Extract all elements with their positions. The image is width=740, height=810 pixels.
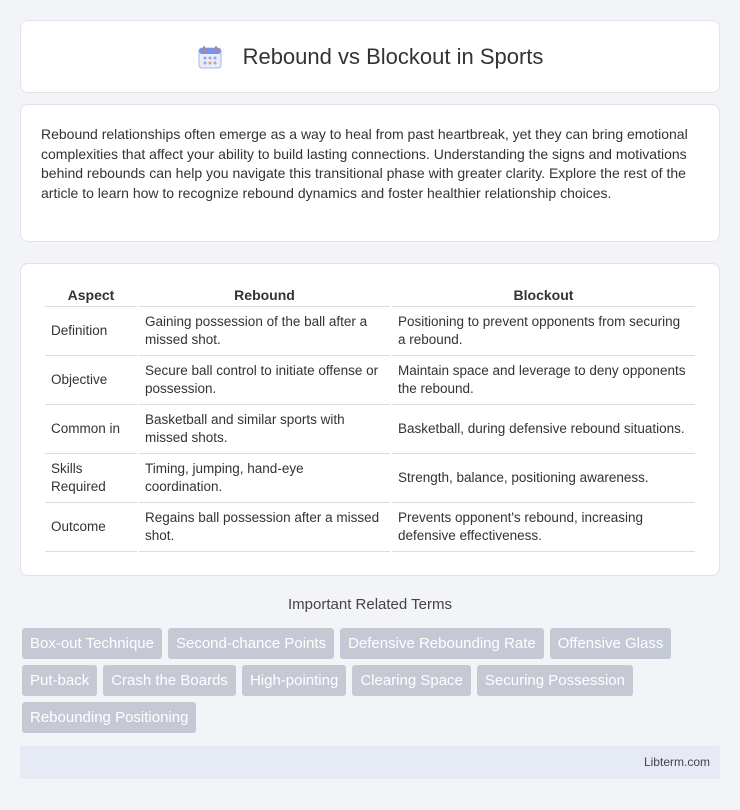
row-aspect: Skills Required bbox=[45, 454, 137, 503]
table-row bbox=[45, 356, 695, 405]
table-row bbox=[45, 454, 695, 503]
row-blockout: Strength, balance, positioning awareness. bbox=[392, 454, 695, 503]
related-terms-title: Important Related Terms bbox=[288, 596, 452, 613]
intro-card bbox=[20, 104, 720, 242]
row-aspect: Common in bbox=[45, 405, 137, 454]
row-rebound: Basketball and similar sports with missed shots. bbox=[139, 405, 390, 454]
row-rebound: Secure ball control to initiate offense or possession. bbox=[139, 356, 390, 405]
title-card bbox=[20, 20, 720, 93]
term-tag[interactable]: Clearing Space bbox=[352, 665, 471, 696]
row-aspect: Definition bbox=[45, 307, 137, 356]
term-tag[interactable]: Box-out Technique bbox=[22, 628, 162, 659]
row-rebound: Regains ball possession after a missed shot. bbox=[139, 503, 390, 552]
row-blockout: Maintain space and leverage to deny opponents the rebound. bbox=[392, 356, 695, 405]
table-row bbox=[45, 307, 695, 356]
intro-text: Rebound relationships often emerge as a way to heal from past heartbreak, yet they can bring emotional complexities that affect your ability to build lasting connections. Understanding the signs and motivations behind rebounds can help you navigate this transitional phase with greater clarity. Explore the rest of the article to learn how to recognize rebound dynamics and foster healthier relationship choices. bbox=[41, 126, 688, 201]
table-header-row bbox=[45, 284, 695, 307]
related-terms-list bbox=[22, 628, 722, 739]
row-rebound: Timing, jumping, hand-eye coordination. bbox=[139, 454, 390, 503]
term-tag[interactable]: Rebounding Positioning bbox=[22, 702, 196, 733]
row-blockout: Positioning to prevent opponents from securing a rebound. bbox=[392, 307, 695, 356]
header-blockout: Blockout bbox=[392, 284, 695, 307]
term-tag[interactable]: Offensive Glass bbox=[550, 628, 672, 659]
table-row bbox=[45, 405, 695, 454]
row-aspect: Outcome bbox=[45, 503, 137, 552]
row-rebound: Gaining possession of the ball after a missed shot. bbox=[139, 307, 390, 356]
row-blockout: Basketball, during defensive rebound situations. bbox=[392, 405, 695, 454]
term-tag[interactable]: Second-chance Points bbox=[168, 628, 334, 659]
term-tag[interactable]: High-pointing bbox=[242, 665, 346, 696]
comparison-card bbox=[20, 263, 720, 576]
row-blockout: Prevents opponent's rebound, increasing defensive effectiveness. bbox=[392, 503, 695, 552]
table-row bbox=[45, 503, 695, 552]
header-rebound: Rebound bbox=[139, 284, 390, 307]
term-tag[interactable]: Crash the Boards bbox=[103, 665, 236, 696]
comparison-table bbox=[43, 284, 697, 552]
term-tag[interactable]: Defensive Rebounding Rate bbox=[340, 628, 544, 659]
footer bbox=[20, 746, 720, 779]
term-tag[interactable]: Securing Possession bbox=[477, 665, 633, 696]
row-aspect: Objective bbox=[45, 356, 137, 405]
calendar-icon bbox=[197, 44, 223, 70]
footer-site[interactable]: Libterm.com bbox=[643, 755, 710, 769]
term-tag[interactable]: Put-back bbox=[22, 665, 97, 696]
page-title: Rebound vs Blockout in Sports bbox=[242, 43, 544, 69]
header-aspect: Aspect bbox=[45, 284, 137, 307]
